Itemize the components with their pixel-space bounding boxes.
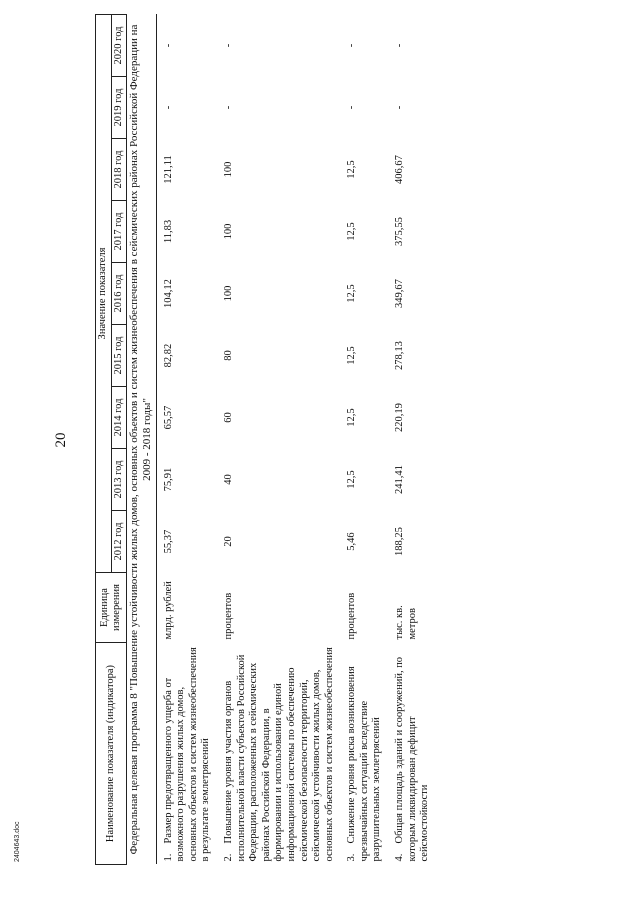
value-cell: 40: [222, 474, 234, 485]
unit-cell: процентов: [222, 592, 234, 640]
indicator-name: Размер предотвращенного ущерба от возможного разрушения жилых домов, основных объектов и систем жизнеобеспечения в результате землетрясений: [162, 647, 212, 862]
header-year: 2013 год: [111, 449, 127, 511]
value-cell: 65,57: [162, 405, 174, 430]
value-cell: 5,46: [346, 532, 358, 551]
value-cell: 349,67: [394, 279, 406, 308]
indicator-name-cell: [340, 643, 388, 865]
value-cell: 104,12: [162, 279, 174, 308]
value-cell: 60: [222, 412, 234, 423]
value-cell: -: [222, 105, 234, 110]
landscape-content: [53, 15, 640, 865]
value-cell: 375,55: [394, 217, 406, 246]
value-cell: 12,5: [346, 222, 358, 241]
header-year: 2017 год: [111, 201, 127, 263]
header-unit: Единица измерения: [96, 573, 127, 643]
header-year: 2014 год: [111, 387, 127, 449]
program-title-row: [127, 14, 156, 864]
value-cell: 278,13: [394, 341, 406, 370]
unit-cell: процентов: [346, 592, 358, 640]
indicator-name-cell: [217, 643, 340, 865]
value-cell: 12,5: [346, 284, 358, 303]
indicator-name: Общая площадь зданий и сооружений, по которым ликвидирован дефицит сейсмостойкости: [394, 656, 431, 862]
header-year: 2012 год: [111, 511, 127, 573]
value-cell: -: [346, 43, 358, 48]
document-id: 2404643.doc: [14, 821, 21, 862]
value-cell: 241,41: [394, 465, 406, 494]
indicator-name-cell: [156, 643, 217, 865]
table-row: [340, 14, 388, 864]
value-cell: 121,11: [162, 155, 174, 184]
header-row-1: [96, 14, 112, 864]
value-cell: 82,82: [162, 343, 174, 368]
value-cell: 12,5: [346, 160, 358, 179]
value-cell: 12,5: [346, 346, 358, 365]
row-number: 1.: [162, 853, 174, 862]
header-year: 2019 год: [111, 77, 127, 139]
indicator-name: Снижение уровня риска возникновения чрезвычайных ситуаций вследствие разрушительных землетрясений: [346, 666, 383, 862]
value-cell: 11,83: [162, 219, 174, 244]
value-cell: -: [162, 43, 174, 48]
value-cell: -: [394, 105, 406, 110]
header-values: Значение показателя: [96, 14, 112, 572]
value-cell: -: [346, 105, 358, 110]
row-number: 2.: [222, 853, 234, 862]
value-cell: 406,67: [394, 155, 406, 184]
unit-cell: тыс. кв. метров: [394, 605, 418, 640]
indicator-name: Повышение уровня участия органов исполнительной власти субъектов Российской Федерации, расположенных в сейсмических районах Российской Федерации, в формировании и использовании единой информационной системы по обеспечению сейсмической безопасности территорий, сейсмической устойчивости жилых домов, основных объектов и систем жизнеобеспечения: [222, 647, 335, 862]
value-cell: 12,5: [346, 408, 358, 427]
unit-cell: млрд. рублей: [162, 581, 174, 640]
table-row: [217, 14, 340, 864]
value-cell: 12,5: [346, 470, 358, 489]
header-year: 2015 год: [111, 325, 127, 387]
header-name: Наименование показателя (индикатора): [96, 643, 127, 865]
table-row: [388, 14, 436, 864]
indicator-table: [95, 14, 436, 865]
indicator-name-cell: [388, 643, 436, 865]
value-cell: 55,37: [162, 529, 174, 554]
value-cell: -: [222, 43, 234, 48]
value-cell: 100: [222, 161, 234, 178]
value-cell: 20: [222, 536, 234, 547]
value-cell: 100: [222, 223, 234, 240]
program-title: Федеральная целевая программа 8 "Повышение устойчивости жилых домов, основных объектов и систем жизнеобеспечения в сейсмических районах Российской Федерации на 2009 - 2018 годы": [127, 14, 156, 864]
row-number: 4.: [394, 853, 406, 862]
value-cell: -: [394, 43, 406, 48]
value-cell: 80: [222, 350, 234, 361]
value-cell: 188,25: [394, 527, 406, 556]
table-row: [156, 14, 217, 864]
header-year: 2020 год: [111, 14, 127, 76]
value-cell: -: [162, 105, 174, 110]
header-year: 2016 год: [111, 263, 127, 325]
value-cell: 220,19: [394, 403, 406, 432]
value-cell: 100: [222, 285, 234, 302]
page-number: 20: [53, 432, 69, 448]
header-year: 2018 год: [111, 139, 127, 201]
row-number: 3.: [346, 853, 358, 862]
value-cell: 75,91: [162, 467, 174, 492]
